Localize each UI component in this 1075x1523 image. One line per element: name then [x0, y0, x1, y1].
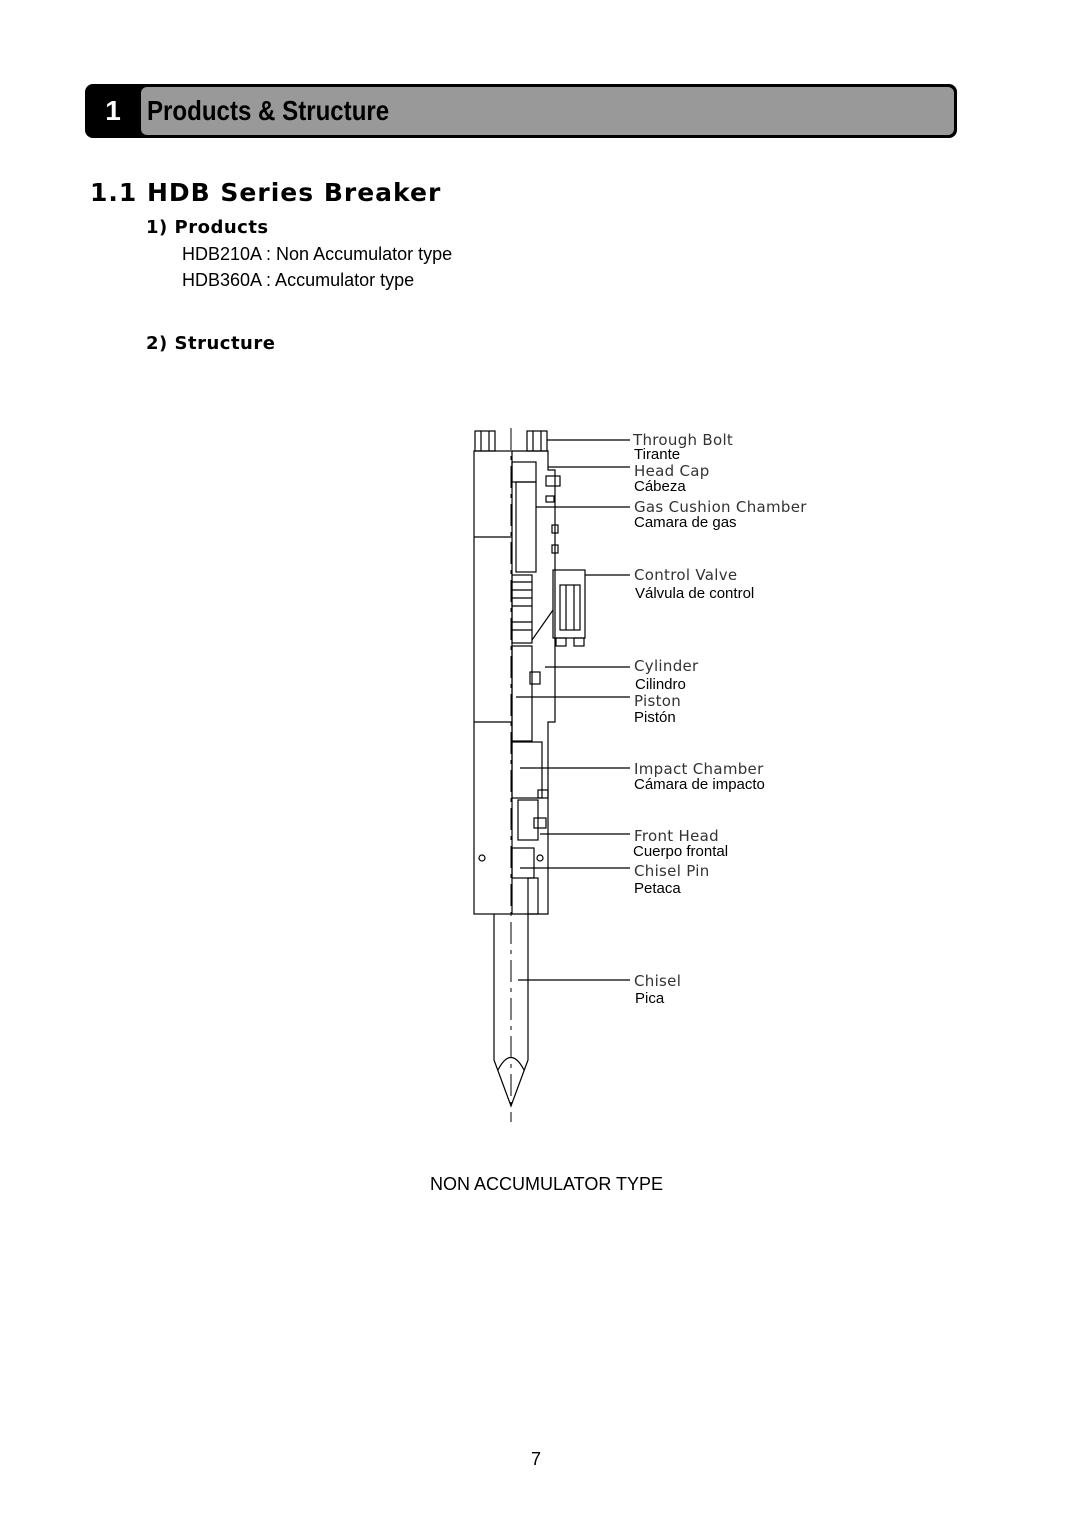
label-through-bolt: Through Bolt	[633, 431, 734, 449]
label-control-valve: Control Valve	[634, 566, 738, 584]
chapter-number: 1	[105, 95, 121, 126]
section-title: 1.1 HDB Series Breaker	[90, 178, 442, 207]
label-piston: Piston	[634, 692, 682, 710]
label-chisel-pin: Chisel Pin	[634, 862, 710, 880]
label-cilindro: Cilindro	[635, 676, 686, 693]
label-front-head: Front Head	[634, 827, 719, 845]
structure-heading: 2) Structure	[146, 333, 276, 354]
label-valvula-de-control: Válvula de control	[635, 585, 755, 602]
label-gas-cushion-chamber: Gas Cushion Chamber	[634, 498, 807, 516]
products-heading: 1) Products	[146, 217, 269, 238]
label-cabeza: Cábeza	[634, 478, 686, 495]
page-number: 7	[531, 1449, 542, 1469]
label-camara-de-gas: Camara de gas	[634, 514, 737, 531]
product-item: HDB360A : Accumulator type	[182, 270, 415, 290]
label-pica: Pica	[635, 990, 665, 1007]
product-item: HDB210A : Non Accumulator type	[182, 244, 453, 264]
label-head-cap: Head Cap	[634, 462, 710, 480]
label-tirante: Tirante	[634, 446, 681, 463]
label-petaca: Petaca	[634, 880, 681, 897]
label-piston-es: Pistón	[634, 709, 676, 726]
label-chisel: Chisel	[634, 972, 682, 990]
chapter-title: Products & Structure	[147, 95, 390, 126]
label-camara-de-impacto: Cámara de impacto	[634, 776, 765, 793]
label-cylinder: Cylinder	[634, 657, 699, 675]
label-impact-chamber: Impact Chamber	[634, 760, 764, 778]
figure-caption: NON ACCUMULATOR TYPE	[430, 1174, 664, 1194]
label-cuerpo-frontal: Cuerpo frontal	[633, 843, 729, 860]
